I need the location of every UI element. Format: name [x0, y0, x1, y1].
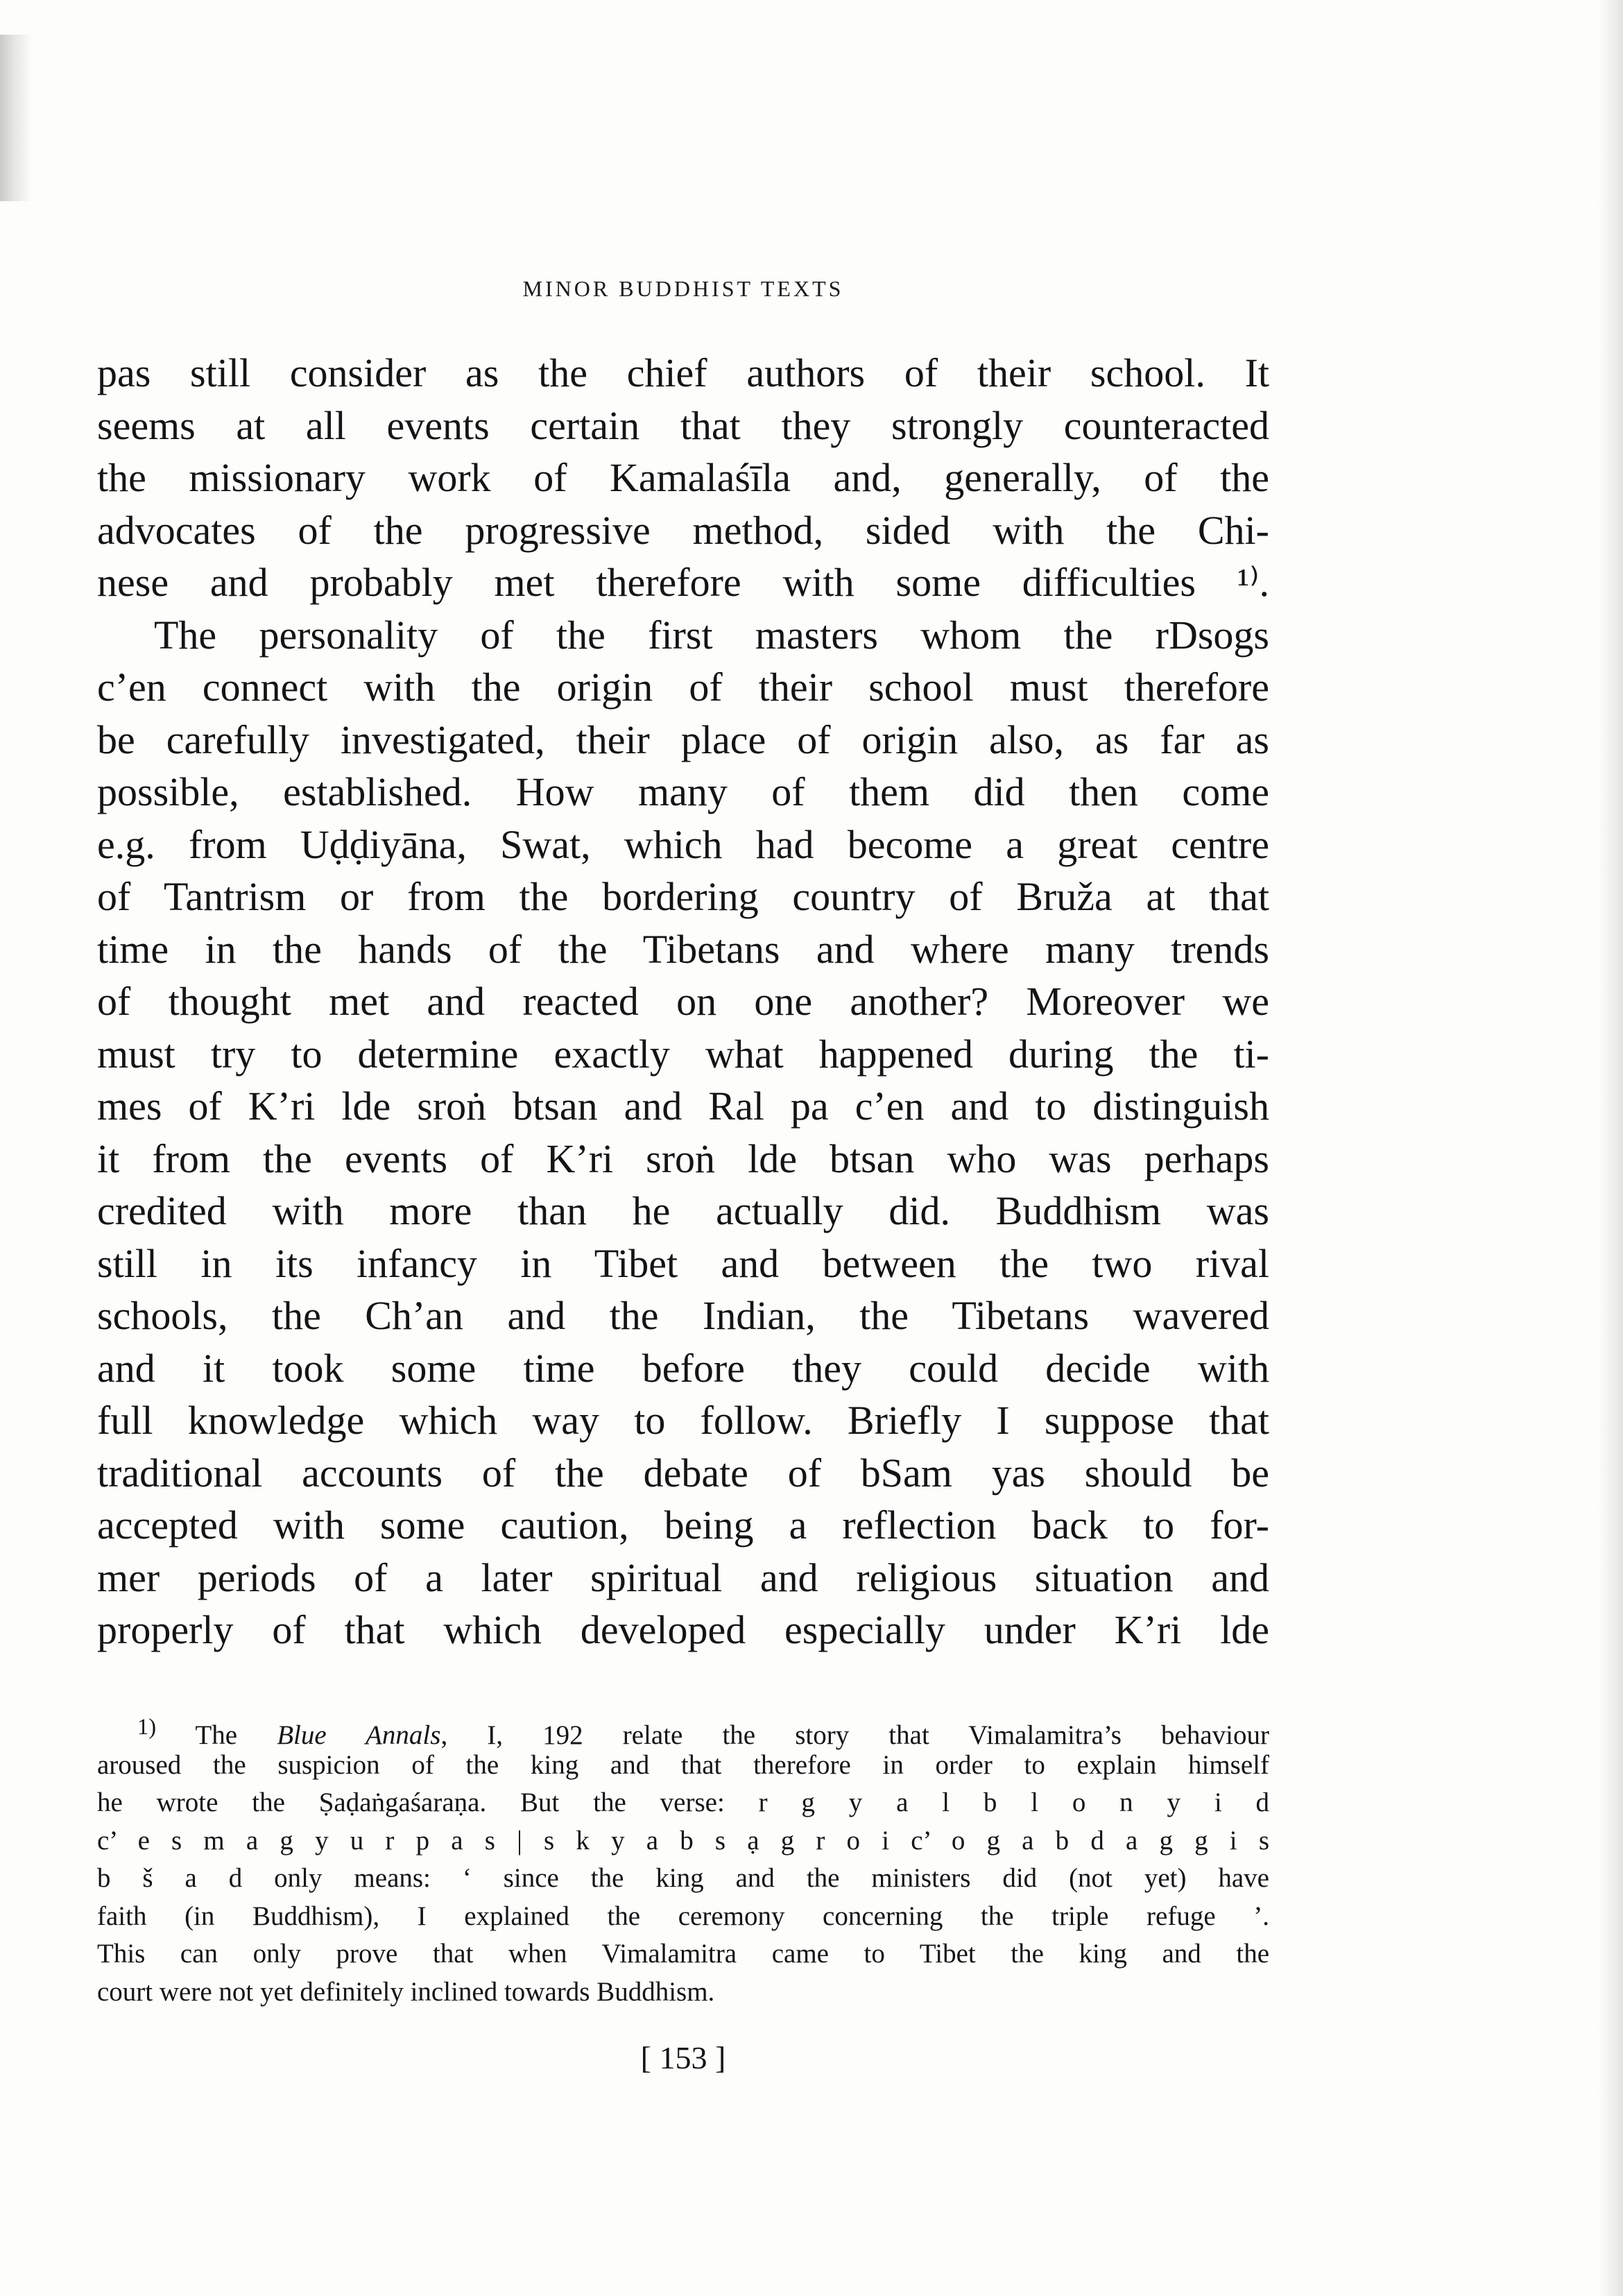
body-line: must try to determine exactly what happened during the ti- [97, 1031, 1269, 1077]
body-text [97, 347, 1269, 1656]
footnote-line: This can only prove that when Vimalamitra came to Tibet the king and the [97, 1939, 1269, 1969]
footnote-marker: 1) [137, 1715, 157, 1740]
body-line: e.g. from Uḍḍiyāna, Swat, which had become a great centre [97, 821, 1269, 867]
page-number: [ 153 ] [640, 2040, 726, 2075]
body-line: schools, the Ch’an and the Indian, the Tibetans wavered [97, 1293, 1269, 1338]
body-line: be carefully investigated, their place of origin also, as far as [97, 717, 1269, 762]
body-line: mer periods of a later spiritual and religious situation and [97, 1554, 1269, 1600]
footnote-pre: The [195, 1720, 238, 1750]
footnote-line: b š a d only means: ‘ since the king and the ministers did (not yet) have [97, 1863, 1269, 1893]
cited-work-title: Blue Annals [277, 1720, 441, 1750]
body-line: and it took some time before they could decide with [97, 1345, 1269, 1391]
body-line: credited with more than he actually did. Buddhism was [97, 1188, 1269, 1233]
body-line: nese and probably met therefore with some difficulties ¹⁾. [97, 560, 1269, 605]
scan-edge-shadow [0, 35, 32, 201]
footnote-line: faith (in Buddhism), I explained the ceremony concerning the triple refuge ’. [97, 1901, 1269, 1931]
body-line: seems at all events certain that they strongly counteracted [97, 402, 1269, 448]
body-line: of thought met and reacted on one another? Moreover we [97, 979, 1269, 1024]
scan-gutter-shadow [1598, 0, 1623, 2296]
body-line: c’en connect with the origin of their school must therefore [97, 665, 1269, 710]
body-line: traditional accounts of the debate of bSam yas should be [97, 1450, 1269, 1496]
running-head: MINOR BUDDHIST TEXTS [522, 276, 844, 301]
body-line: The personality of the first masters whom the rDsogs [154, 612, 1269, 658]
body-line: mes of K’ri lde sroṅ btsan and Ral pa c’en and to distinguish [97, 1083, 1269, 1129]
body-line: still in its infancy in Tibet and between the two rival [97, 1240, 1269, 1286]
footnote-line: aroused the suspicion of the king and that therefore in order to explain himself [97, 1749, 1269, 1780]
body-line: advocates of the progressive method, sided with the Chi- [97, 507, 1269, 553]
footnote-line [97, 1708, 1269, 1750]
footnote-line: c’ e s m a g y u r p a s | s k y a b s ạ g r o i c’ o g a b d a g g i s [97, 1825, 1269, 1856]
body-line: time in the hands of the Tibetans and where many trends [97, 926, 1269, 972]
body-line: pas still consider as the chief authors of their school. It [97, 350, 1269, 395]
body-line: accepted with some caution, being a reflection back to for- [97, 1502, 1269, 1548]
footnote [97, 1708, 1269, 2011]
body-line: possible, established. How many of them did then come [97, 769, 1269, 814]
body-line: full knowledge which way to follow. Briefly I suppose that [97, 1398, 1269, 1443]
footnote-line: he wrote the Ṣaḍaṅgaśaraṇa. But the verse: r g y a l b l o n y i d [97, 1788, 1269, 1817]
footnote-line: court were not yet definitely inclined towards Buddhism. [97, 1976, 715, 2007]
body-line: of Tantrism or from the bordering country of Bruža at that [97, 874, 1269, 919]
footnote-post: , I, 192 relate the story that Vimalamitra’s behaviour [440, 1720, 1269, 1750]
body-line: it from the events of K’ri sroṅ lde btsan who was perhaps [97, 1136, 1269, 1181]
body-line: properly of that which developed especially under K’ri lde [97, 1607, 1269, 1652]
body-line: the missionary work of Kamalaśīla and, generally, of the [97, 455, 1269, 500]
